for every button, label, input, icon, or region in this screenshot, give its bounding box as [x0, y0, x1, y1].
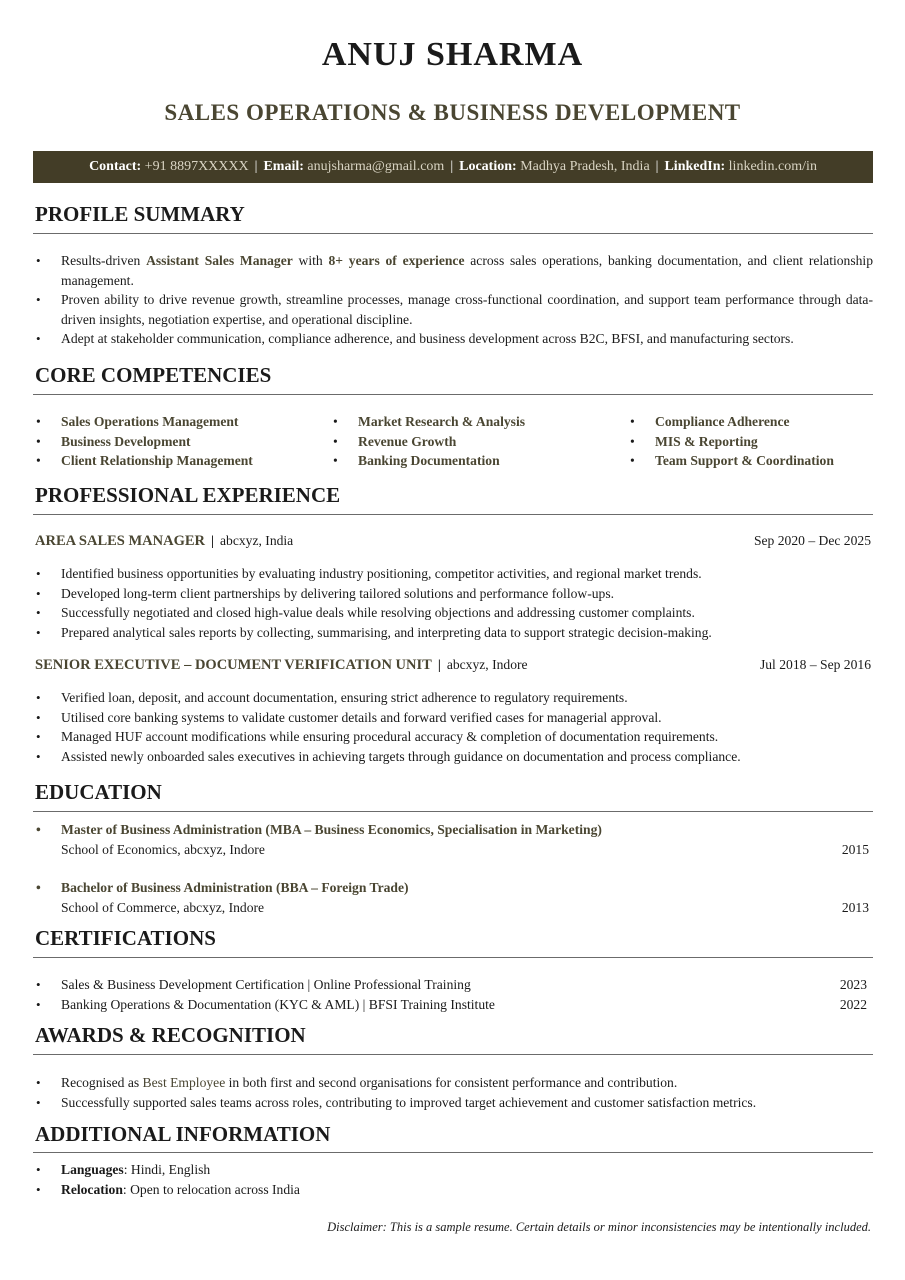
competency-item: • MIS & Reporting: [629, 432, 873, 452]
job-company: abcxyz, Indore: [446, 657, 528, 672]
additional-info-list: [35, 1160, 873, 1199]
section-divider: [33, 811, 873, 812]
job-company: abcxyz, India: [220, 533, 294, 548]
list-item: • Proven ability to drive revenue growth, streamline processes, manage cross-functional coordination, and support team performance through data-driven insights, negotiation expertise, and operational discipline.: [35, 290, 873, 329]
education-item: [35, 820, 869, 859]
separator: |: [437, 657, 441, 672]
list-item: [35, 1180, 873, 1200]
separator: |: [211, 533, 214, 548]
profile-summary-heading: PROFILE SUMMARY: [35, 202, 245, 226]
awards-heading: AWARDS & RECOGNITION: [35, 1023, 306, 1047]
list-item: [35, 1160, 873, 1180]
competency-column: [332, 412, 622, 471]
degree-name: • Bachelor of Business Administration (BBA – Foreign Trade): [35, 878, 869, 898]
location-label: Location:: [459, 159, 517, 174]
list-item: • Developed long-term client partnerships by delivering tailored solutions and performance follow-ups.: [35, 584, 873, 604]
list-item: • Identified business opportunities by evaluating industry positioning, competitor activities, and regional market trends.: [35, 564, 873, 584]
graduation-year: 2015: [841, 841, 869, 857]
list-item: [35, 975, 873, 995]
contact-location: Madhya Pradesh, India: [520, 159, 650, 174]
disclaimer: Disclaimer: This is a sample resume. Certain details or minor inconsistencies may be intentionally included.: [327, 1220, 871, 1234]
text: across sales operations, banking documentation, and client relationship management.: [61, 253, 874, 288]
list-item: [35, 1073, 873, 1093]
job-dates: Jul 2018 – Sep 2016: [759, 657, 871, 672]
section-divider: [33, 1054, 873, 1055]
list-item: • Utilised core banking systems to validate customer details and forward verified cases for managerial approval.: [35, 708, 873, 728]
job-bullets: [35, 688, 873, 766]
job-dates: Sep 2020 – Dec 2025: [753, 533, 871, 548]
contact-separator: |: [655, 159, 659, 174]
certifications-heading: CERTIFICATIONS: [35, 926, 216, 950]
list-item: [35, 251, 873, 290]
certification-name: • Sales & Business Development Certification | Online Professional Training: [61, 977, 471, 992]
contact-email[interactable]: anujsharma@gmail.com: [307, 159, 445, 174]
list-item: • Adept at stakeholder communication, compliance adherence, and business development across B2C, BFSI, and manufacturing sectors.: [35, 329, 873, 349]
core-competencies-heading: CORE COMPETENCIES: [35, 363, 272, 387]
professional-headline: SALES OPERATIONS & BUSINESS DEVELOPMENT: [164, 100, 741, 125]
school-name: School of Economics, abcxyz, Indore: [61, 841, 265, 857]
list-item: • Verified loan, deposit, and account documentation, ensuring strict adherence to regulatory requirements.: [35, 688, 873, 708]
job-bullets: [35, 564, 873, 642]
certification-year: 2023: [839, 977, 867, 992]
contact-separator: |: [450, 159, 454, 174]
text: Recognised as: [61, 1075, 143, 1090]
certification-year: 2022: [839, 996, 867, 1012]
text: Results-driven: [61, 253, 147, 268]
list-item: • Managed HUF account modifications while ensuring procedural accuracy & completion of documentation requirements.: [35, 727, 873, 747]
text: in both first and second organisations for consistent performance and contribution.: [225, 1075, 678, 1090]
competency-column: [35, 412, 325, 471]
competency-item: • Banking Documentation: [332, 451, 622, 471]
candidate-name: ANUJ SHARMA: [321, 36, 584, 73]
highlight-experience: 8+ years of experience: [328, 253, 465, 268]
job-title: SENIOR EXECUTIVE – DOCUMENT VERIFICATION UNIT: [35, 657, 432, 673]
experience-heading: PROFESSIONAL EXPERIENCE: [35, 483, 341, 507]
competency-item: • Team Support & Coordination: [629, 451, 873, 471]
section-divider: [33, 1152, 873, 1153]
competency-item: • Client Relationship Management: [35, 451, 325, 471]
competency-item: • Compliance Adherence: [629, 412, 873, 432]
graduation-year: 2013: [841, 899, 869, 915]
awards-list: [35, 1073, 873, 1112]
email-label: Email:: [263, 159, 304, 174]
competency-item: • Market Research & Analysis: [332, 412, 622, 432]
contact-separator: |: [254, 159, 258, 174]
highlight-role: Assistant Sales Manager: [146, 253, 293, 268]
list-item: • Successfully supported sales teams across roles, contributing to improved target achievement and customer satisfaction metrics.: [35, 1093, 873, 1113]
section-divider: [33, 957, 873, 958]
job-title: AREA SALES MANAGER: [35, 533, 205, 549]
highlight-award: Best Employee: [142, 1075, 226, 1090]
relocation-value: : Open to relocation across India: [122, 1181, 300, 1197]
section-divider: [33, 233, 873, 234]
contact-phone: +91 8897XXXXX: [144, 159, 249, 174]
job-header: [35, 657, 871, 674]
education-heading: EDUCATION: [35, 780, 162, 804]
contact-bar: [33, 151, 873, 183]
certification-name: • Banking Operations & Documentation (KYC & AML) | BFSI Training Institute: [61, 996, 495, 1012]
languages-label: Languages: [61, 1162, 124, 1177]
list-item: • Prepared analytical sales reports by collecting, summarising, and interpreting data to support strategic decision-making.: [35, 623, 873, 643]
section-divider: [33, 394, 873, 395]
competency-column: [629, 412, 873, 471]
list-item: • Assisted newly onboarded sales executives in achieving targets through guidance on documentation and process compliance.: [35, 747, 873, 767]
competency-item: • Revenue Growth: [332, 432, 622, 452]
contact-label: Contact:: [89, 159, 142, 174]
text: with: [292, 253, 329, 268]
additional-info-heading: ADDITIONAL INFORMATION: [35, 1122, 331, 1146]
competency-item: • Business Development: [35, 432, 325, 452]
profile-summary-list: [35, 251, 873, 349]
degree-name: • Master of Business Administration (MBA – Business Economics, Specialisation in Marketing): [35, 820, 869, 840]
linkedin-label: LinkedIn:: [664, 159, 726, 174]
list-item: [35, 995, 873, 1015]
job-header: [35, 533, 871, 550]
languages-value: : Hindi, English: [123, 1162, 211, 1177]
relocation-label: Relocation: [61, 1181, 123, 1197]
contact-linkedin[interactable]: linkedin.com/in: [728, 159, 817, 174]
competency-item: • Sales Operations Management: [35, 412, 325, 432]
section-divider: [33, 514, 873, 515]
certifications-list: [35, 975, 873, 1014]
list-item: • Successfully negotiated and closed high-value deals while resolving objections and addressing customer complaints.: [35, 603, 873, 623]
school-name: School of Commerce, abcxyz, Indore: [61, 899, 265, 915]
education-item: [35, 878, 869, 917]
